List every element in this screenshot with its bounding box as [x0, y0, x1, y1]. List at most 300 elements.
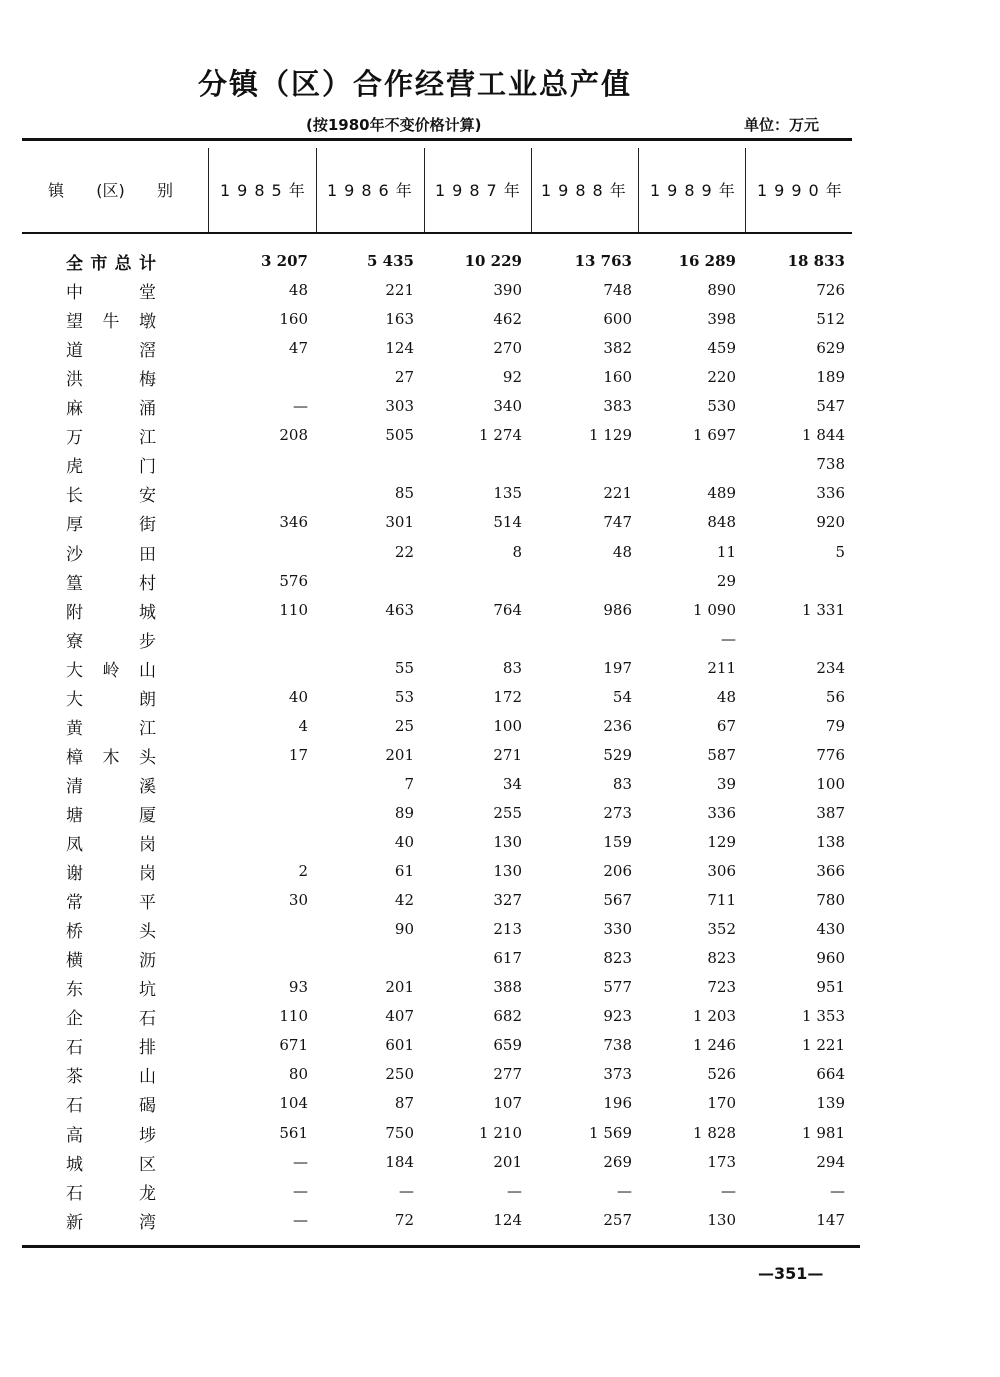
value-cell	[210, 450, 308, 479]
value-cell: 197	[603, 658, 632, 677]
town-name-char: 江	[139, 428, 156, 449]
town-name	[66, 334, 156, 363]
header-town-part: 镇	[48, 181, 65, 200]
value-cell	[210, 915, 308, 944]
value-cell: 22	[394, 542, 414, 561]
value-cell: 1 246	[693, 1036, 736, 1055]
value-cell: —	[721, 629, 736, 648]
value-cell: 848	[707, 513, 736, 532]
table-row	[0, 915, 1000, 944]
value-cell: 352	[707, 920, 736, 939]
town-name-char: 田	[139, 544, 156, 565]
town-name-char: 木	[102, 747, 120, 768]
town-name-char: 篁	[66, 573, 83, 594]
value-cell: 47	[288, 339, 308, 358]
town-name-char: 长	[66, 486, 83, 507]
value-cell: 738	[816, 455, 845, 474]
town-name	[66, 886, 156, 915]
table-row	[0, 1060, 1000, 1089]
table-row	[0, 392, 1000, 421]
value-cell: 617	[493, 949, 522, 968]
value-cell: 85	[394, 484, 414, 503]
value-cell: 726	[816, 281, 845, 300]
value-cell: 13 763	[574, 252, 632, 270]
value-cell: 147	[816, 1210, 845, 1229]
value-cell: 346	[279, 513, 308, 532]
value-cell: 1 221	[802, 1036, 845, 1055]
town-name-char: 区	[139, 1154, 156, 1175]
value-cell: 271	[493, 745, 522, 764]
value-cell: 90	[394, 920, 414, 939]
value-cell: 206	[603, 862, 632, 881]
value-cell: 234	[816, 658, 845, 677]
town-name	[66, 683, 156, 712]
value-cell: 951	[816, 978, 845, 997]
town-name-char: 石	[139, 1009, 156, 1030]
value-cell: 30	[288, 891, 308, 910]
header-divider	[638, 148, 639, 232]
value-cell	[210, 479, 308, 508]
value-cell	[210, 625, 308, 654]
value-cell: 163	[385, 310, 414, 329]
town-name	[66, 770, 156, 799]
value-cell: 173	[707, 1152, 736, 1171]
value-cell: 40	[394, 833, 414, 851]
value-cell: 526	[707, 1065, 736, 1084]
town-name-char: 平	[139, 893, 156, 914]
value-cell: 512	[816, 310, 845, 329]
town-name	[66, 1119, 156, 1148]
value-cell: 601	[385, 1036, 414, 1055]
town-name-char: 全	[66, 254, 83, 274]
town-name-char: 梅	[139, 370, 156, 391]
value-cell: 89	[394, 803, 414, 822]
value-cell: 172	[493, 687, 522, 706]
value-cell: —	[293, 1210, 308, 1229]
value-cell: 130	[493, 862, 522, 881]
value-cell: 27	[394, 368, 414, 387]
value-cell: 459	[707, 339, 736, 358]
header-year: 1989年	[650, 181, 742, 200]
town-name-char: 岗	[139, 835, 156, 855]
town-name	[66, 741, 156, 770]
value-cell: —	[293, 1152, 308, 1171]
table-row	[0, 508, 1000, 537]
town-name	[66, 857, 156, 886]
value-cell: 1 569	[589, 1123, 632, 1142]
town-name-char: 凤	[66, 835, 83, 855]
town-name-char: 步	[139, 631, 156, 652]
value-cell: 67	[716, 716, 736, 735]
value-cell: 42	[394, 891, 414, 910]
value-cell: 960	[816, 949, 845, 968]
value-cell	[426, 450, 522, 479]
town-name-char: 谢	[66, 864, 83, 885]
town-name-char: 岭	[102, 660, 120, 681]
header-divider	[316, 148, 317, 232]
header-rule	[22, 232, 852, 234]
header-year: 1986年	[327, 181, 419, 200]
town-name-char: 山	[139, 660, 156, 681]
value-cell: 748	[603, 281, 632, 300]
value-cell: 8	[512, 542, 522, 561]
value-cell: 7	[404, 774, 414, 793]
value-cell: 269	[603, 1152, 632, 1171]
value-cell: 776	[816, 745, 845, 764]
value-cell: 1 090	[693, 600, 736, 619]
value-cell: 87	[394, 1094, 414, 1113]
town-name-char: 万	[66, 428, 83, 449]
town-name-char: 城	[139, 602, 156, 623]
value-cell: 55	[394, 658, 414, 677]
value-cell: 1 274	[479, 426, 522, 445]
value-cell: 336	[816, 484, 845, 503]
value-cell: 430	[816, 920, 845, 939]
value-cell: 213	[493, 920, 522, 939]
town-name-char: 门	[139, 457, 156, 478]
town-name-char: 高	[66, 1125, 83, 1146]
town-name-char: 龙	[139, 1183, 156, 1204]
value-cell: 17	[288, 745, 308, 764]
value-cell: 100	[493, 716, 522, 735]
value-cell: 16 289	[678, 252, 736, 270]
value-cell: 104	[279, 1094, 308, 1113]
value-cell: 138	[816, 833, 845, 851]
value-cell: 107	[493, 1094, 522, 1113]
town-name-char: 石	[66, 1183, 83, 1204]
town-name-char: 街	[139, 515, 156, 536]
value-cell: 780	[816, 891, 845, 910]
value-cell: 587	[707, 745, 736, 764]
value-cell: 93	[288, 978, 308, 997]
town-name-char: 企	[66, 1009, 83, 1030]
town-name-char: 横	[66, 951, 83, 972]
header-year: 1987年	[435, 181, 527, 200]
table-row	[0, 479, 1000, 508]
town-name-char: 江	[139, 718, 156, 739]
value-cell	[426, 625, 522, 654]
value-cell: 823	[603, 949, 632, 968]
value-cell: 366	[816, 862, 845, 881]
value-cell: 11	[716, 542, 736, 561]
bottom-rule	[22, 1245, 860, 1248]
town-name-char: 埗	[139, 1125, 156, 1146]
value-cell: 463	[385, 600, 414, 619]
value-cell	[210, 770, 308, 799]
value-cell: 83	[502, 658, 522, 677]
table-row	[0, 654, 1000, 683]
value-cell: —	[293, 1181, 308, 1200]
town-name	[66, 1031, 156, 1060]
value-cell: 387	[816, 803, 845, 822]
value-cell: 201	[385, 978, 414, 997]
value-cell: 54	[612, 687, 632, 706]
town-name-char: 寮	[66, 631, 83, 652]
town-name	[66, 1002, 156, 1031]
value-cell: 1 203	[693, 1007, 736, 1026]
value-cell: 577	[603, 978, 632, 997]
value-cell	[748, 625, 845, 654]
town-name-char: 墩	[139, 312, 156, 333]
value-cell: 2	[298, 862, 308, 881]
town-name-char: 望	[66, 312, 83, 333]
town-name	[66, 1177, 156, 1206]
header-year: 1985年	[220, 181, 312, 200]
value-cell: 1 129	[589, 426, 632, 445]
value-cell: 56	[825, 687, 845, 706]
value-cell: 505	[385, 426, 414, 445]
value-cell: 711	[707, 891, 736, 910]
town-name	[66, 915, 156, 944]
value-cell: 139	[816, 1094, 845, 1113]
value-cell: 92	[502, 368, 522, 387]
town-name	[66, 654, 156, 683]
value-cell: —	[617, 1181, 632, 1200]
town-name	[66, 538, 156, 567]
value-cell: 124	[493, 1210, 522, 1229]
value-cell: 48	[288, 281, 308, 300]
town-name	[66, 828, 156, 857]
value-cell: 1 697	[693, 426, 736, 445]
town-name-char: 头	[139, 922, 156, 943]
value-cell: 4	[298, 716, 308, 735]
town-name	[66, 944, 156, 973]
value-cell: 160	[603, 368, 632, 387]
town-name	[66, 567, 156, 596]
value-cell: 130	[493, 833, 522, 851]
town-name	[66, 625, 156, 654]
value-cell: 890	[707, 281, 736, 300]
table-row	[0, 1031, 1000, 1060]
town-name-char: 堂	[139, 283, 156, 304]
table-row	[0, 1089, 1000, 1118]
value-cell: 923	[603, 1007, 632, 1026]
town-name-char: 沥	[139, 951, 156, 972]
town-name-char: 牛	[102, 312, 120, 333]
town-name	[66, 421, 156, 450]
value-cell: 489	[707, 484, 736, 503]
table-row	[0, 1148, 1000, 1177]
town-name-char: 石	[66, 1038, 83, 1059]
value-cell: 236	[603, 716, 632, 735]
value-cell: 100	[816, 774, 845, 793]
value-cell: 514	[493, 513, 522, 532]
value-cell: 390	[493, 281, 522, 300]
value-cell	[318, 450, 414, 479]
town-name	[66, 1060, 156, 1089]
town-name-char: 中	[66, 283, 83, 304]
value-cell	[210, 799, 308, 828]
town-name	[66, 247, 156, 276]
town-name	[66, 450, 156, 479]
value-cell: —	[293, 397, 308, 416]
value-cell	[210, 363, 308, 392]
table-row	[0, 828, 1000, 857]
value-cell: 682	[493, 1007, 522, 1026]
town-name	[66, 276, 156, 305]
value-cell: 823	[707, 949, 736, 968]
town-name-char: 岗	[139, 864, 156, 885]
value-cell: 255	[493, 803, 522, 822]
value-cell: 1 844	[802, 426, 845, 445]
value-cell: 5	[835, 542, 845, 561]
town-name-char: 村	[139, 573, 156, 594]
value-cell: 170	[707, 1094, 736, 1113]
town-name-char: 碣	[139, 1096, 156, 1117]
town-name	[66, 1148, 156, 1177]
town-name-char: 石	[66, 1096, 83, 1117]
town-name-char: 樟	[66, 747, 83, 768]
value-cell: 373	[603, 1065, 632, 1084]
value-cell: —	[721, 1181, 736, 1200]
town-name-char: 排	[139, 1038, 156, 1059]
town-name	[66, 305, 156, 334]
value-cell: 196	[603, 1094, 632, 1113]
town-name-char: 洪	[66, 370, 83, 391]
page-number: —351—	[758, 1264, 824, 1283]
town-name-char: 麻	[66, 399, 83, 420]
table-row	[0, 625, 1000, 654]
value-cell: 80	[288, 1065, 308, 1084]
value-cell: 135	[493, 484, 522, 503]
value-cell: 567	[603, 891, 632, 910]
table-row	[0, 334, 1000, 363]
town-name-char: 坑	[139, 980, 156, 1001]
town-name-char: 总	[114, 254, 132, 274]
header-divider	[424, 148, 425, 232]
value-cell: 208	[279, 426, 308, 445]
value-cell: 18 833	[787, 252, 845, 270]
table-row	[0, 944, 1000, 973]
value-cell: 659	[493, 1036, 522, 1055]
town-name-char: 城	[66, 1154, 83, 1175]
value-cell: 5 435	[367, 252, 414, 270]
value-cell: 1 353	[802, 1007, 845, 1026]
value-cell: 383	[603, 397, 632, 416]
value-cell: 330	[603, 920, 632, 939]
value-cell: 407	[385, 1007, 414, 1026]
value-cell: 576	[279, 571, 308, 590]
value-cell	[210, 828, 308, 857]
town-name-char: 大	[66, 660, 83, 681]
value-cell: 110	[279, 600, 308, 619]
value-cell: 201	[385, 745, 414, 764]
table-row	[0, 596, 1000, 625]
value-cell: 723	[707, 978, 736, 997]
value-cell: 920	[816, 513, 845, 532]
value-cell: 160	[279, 310, 308, 329]
value-cell: 327	[493, 891, 522, 910]
value-cell: 39	[716, 774, 736, 793]
value-cell: 129	[707, 833, 736, 851]
header-town-column	[48, 178, 173, 201]
table-row	[0, 276, 1000, 305]
page-title: 分镇（区）合作经营工业总产值	[197, 67, 632, 101]
value-cell	[640, 450, 736, 479]
value-cell: 340	[493, 397, 522, 416]
value-cell: 10 229	[464, 252, 522, 270]
value-cell: 382	[603, 339, 632, 358]
town-name-char: 滘	[139, 341, 156, 362]
value-cell: 600	[603, 310, 632, 329]
table-row	[0, 421, 1000, 450]
value-cell: 221	[385, 281, 414, 300]
table-row	[0, 1177, 1000, 1206]
town-name-char: 黄	[66, 718, 83, 739]
table-row	[0, 305, 1000, 334]
table-row	[0, 799, 1000, 828]
value-cell: 29	[716, 571, 736, 590]
value-cell	[210, 538, 308, 567]
value-cell: 388	[493, 978, 522, 997]
value-cell	[318, 625, 414, 654]
value-cell: 270	[493, 339, 522, 358]
value-cell: 277	[493, 1065, 522, 1084]
header-divider	[208, 148, 209, 232]
town-name	[66, 508, 156, 537]
table-row	[0, 538, 1000, 567]
value-cell: 1 981	[802, 1123, 845, 1142]
town-name-char: 朗	[139, 689, 156, 710]
header-divider	[531, 148, 532, 232]
value-cell: 1 210	[479, 1123, 522, 1142]
table-row	[0, 1002, 1000, 1031]
town-name-char: 沙	[66, 544, 83, 565]
header-town-part: (区)	[96, 181, 125, 200]
value-cell: 629	[816, 339, 845, 358]
value-cell: 462	[493, 310, 522, 329]
value-cell	[534, 567, 632, 596]
value-cell	[318, 567, 414, 596]
town-name-char: 附	[66, 602, 83, 623]
town-name	[66, 1089, 156, 1118]
town-name-char: 市	[90, 254, 108, 274]
value-cell: 34	[502, 774, 522, 793]
town-name	[66, 596, 156, 625]
value-cell: 1 331	[802, 600, 845, 619]
value-cell: 110	[279, 1007, 308, 1026]
value-cell: 184	[385, 1152, 414, 1171]
value-cell: 336	[707, 803, 736, 822]
value-cell: 53	[394, 687, 414, 706]
town-name-char: 涌	[139, 399, 156, 420]
town-name-char: 道	[66, 341, 83, 362]
value-cell	[318, 944, 414, 973]
table-row	[0, 973, 1000, 1002]
town-name-char: 山	[139, 1067, 156, 1088]
value-cell: 79	[825, 716, 845, 735]
subtitle: (按1980年不变价格计算)	[306, 116, 482, 134]
value-cell: 664	[816, 1065, 845, 1084]
value-cell: 25	[394, 716, 414, 735]
value-cell: 273	[603, 803, 632, 822]
table-row	[0, 683, 1000, 712]
value-cell: 750	[385, 1123, 414, 1142]
town-name-char: 桥	[66, 922, 83, 943]
town-name-char: 厦	[139, 805, 156, 826]
value-cell	[210, 654, 308, 683]
town-name-char: 清	[66, 776, 83, 797]
value-cell: 257	[603, 1210, 632, 1229]
table-row	[0, 857, 1000, 886]
value-cell: 130	[707, 1210, 736, 1229]
value-cell: 986	[603, 600, 632, 619]
town-name	[66, 392, 156, 421]
table-row	[0, 1119, 1000, 1148]
value-cell: 61	[394, 862, 414, 881]
top-rule	[22, 138, 852, 141]
town-name	[66, 712, 156, 741]
